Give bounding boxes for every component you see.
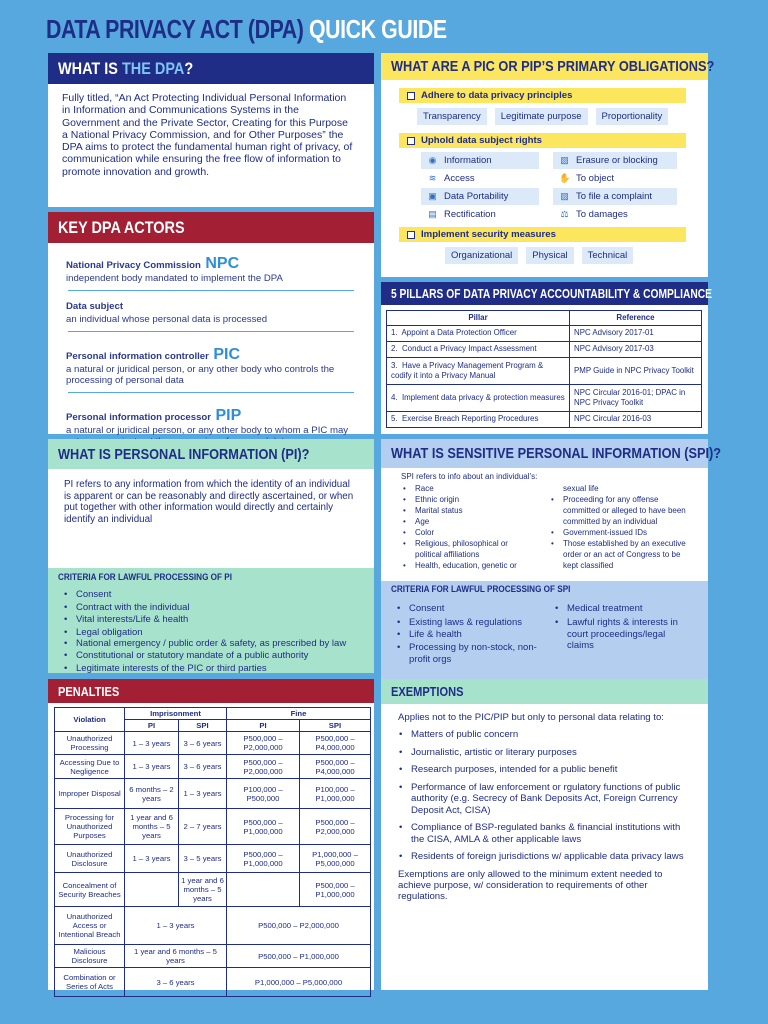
col-pi: PI: [125, 720, 179, 732]
list-item: • Color: [401, 527, 549, 538]
pi-criteria-heading: CRITERIA FOR LAWFUL PROCESSING OF PI: [58, 572, 232, 583]
tag-transparency: Transparency: [417, 108, 487, 125]
table-row: Accessing Due to Negligence 1 – 3 years 3 – 6 years P500,000 – P2,000,000 P500,000 – P4,000,000: [55, 755, 371, 779]
uphold-rights-item: Uphold data subject rights: [399, 133, 686, 148]
table-row: Processing for Unauthorized Purposes 1 year and 6 months – 5 years 2 – 7 years P500,000 – P1,000,000 P500,000 – P2,000,000: [55, 809, 371, 845]
exemptions-panel: [381, 679, 708, 990]
table-row: 5. Exercise Breach Reporting Procedures NPC Circular 2016-03: [387, 411, 702, 427]
object-icon: ✋: [559, 173, 571, 183]
list-item: • Journalistic, artistic or literary purposes: [397, 747, 692, 759]
checkbox-icon: [407, 231, 415, 239]
adhere-principles-item: Adhere to data privacy principles: [399, 88, 686, 103]
right-erasure: ▧ Erasure or blocking: [553, 152, 677, 169]
list-item: • Residents of foreign jurisdictions w/ applicable data privacy laws: [397, 851, 692, 863]
list-item: • Existing laws & regulations: [395, 617, 553, 629]
penalties-panel: [48, 679, 374, 990]
list-item: • Proceeding for any offense committed or alleged to have been committed by an individual: [549, 494, 687, 527]
actor-pic: Personal information controller PIC a natural or juridical person, or any other body who controls the processing of personal data: [66, 346, 335, 386]
list-item: • Age: [401, 516, 549, 527]
spi-intro: SPI refers to info about an individual’s:: [401, 472, 538, 481]
principles-tags: [417, 108, 708, 125]
complaint-icon: ▨: [560, 191, 569, 201]
right-rectification: ▤ Rectification: [428, 209, 496, 220]
pi-panel: [48, 439, 374, 673]
actor-npc: National Privacy Commission NPC independent body mandated to implement the DPA: [66, 255, 283, 284]
pillars-heading: 5 PILLARS OF DATA PRIVACY ACCOUNTABILITY & COMPLIANCE: [381, 282, 708, 305]
security-measures-item: Implement security measures: [399, 227, 686, 242]
list-item: • Matters of public concern: [397, 729, 692, 741]
what-is-dpa-panel: [48, 53, 374, 207]
dpa-description: Fully titled, “An Act Protecting Individual Personal Information in Information and Communications Systems in the Government and the Private Sector, Creating for this Purpose a National Privacy Commission, and for Other Purposes” the DPA aims to protect the fundamental human right of privacy, of communication while ensuring the free flow of information to promote innovation and growth.: [62, 92, 353, 178]
spi-lists: [381, 482, 708, 581]
list-item: • Consent: [395, 603, 553, 615]
col-imprisonment: Imprisonment: [125, 708, 227, 720]
actor-data-subject: Data subject an individual whose personal data is processed: [66, 301, 268, 325]
obligations-panel: [381, 53, 715, 277]
divider: [68, 290, 354, 291]
penalties-heading: PENALTIES: [48, 679, 374, 703]
pi-description: PI refers to any information from which the identity of an individual is apparent or can be reasonably and directly ascertained, or when put together with other information would directly and certainly identify an individual: [64, 479, 354, 525]
tag-organizational: Organizational: [445, 247, 518, 264]
pi-criteria: [48, 568, 374, 673]
table-row: Unauthorized Disclosure 1 – 3 years 3 – 5 years P500,000 – P1,000,000 P1,000,000 – P5,000,000: [55, 845, 371, 873]
col-pi: PI: [227, 720, 300, 732]
checkbox-icon: [407, 137, 415, 145]
key-actors-panel: [48, 212, 374, 434]
list-item: • Health, education, genetic or: [401, 560, 549, 571]
tag-technical: Technical: [582, 247, 634, 264]
exemptions-intro: Applies not to the PIC/PIP but only to personal data relating to:: [398, 712, 664, 723]
spi-continuation: sexual life: [563, 484, 599, 493]
spi-list-left: [401, 483, 549, 581]
col-spi: SPI: [179, 720, 227, 732]
table-row: Unauthorized Processing 1 – 3 years 3 – 6 years P500,000 – P2,000,000 P500,000 – P4,000,000: [55, 732, 371, 755]
spi-heading: WHAT IS SENSITIVE PERSONAL INFORMATION (SPI)?: [381, 439, 708, 468]
col-spi: SPI: [300, 720, 371, 732]
list-item: • Vital interests/Life & health: [62, 614, 354, 626]
access-icon: ≋: [428, 173, 437, 183]
page-title: DATA PRIVACY ACT (DPA) QUICK GUIDE: [46, 14, 447, 44]
list-item: • Research purposes, intended for a public benefit: [397, 764, 692, 776]
exemptions-list: [381, 724, 708, 863]
right-complaint: ▨ To file a complaint: [553, 188, 677, 205]
right-object: ✋ To object: [559, 173, 615, 184]
right-access: ≋ Access: [428, 173, 475, 184]
col-fine: Fine: [227, 708, 371, 720]
erasure-icon: ▧: [560, 155, 569, 165]
col-reference: Reference: [570, 311, 702, 326]
what-is-dpa-heading: WHAT IS THE DPA?: [48, 53, 374, 84]
table-row: Improper Disposal 6 months – 2 years 1 – 3 years P100,000 – P500,000 P100,000 – P1,000,000: [55, 779, 371, 809]
right-portability: ▣ Data Portability: [421, 188, 539, 205]
list-item: • Legal obligation: [62, 627, 354, 639]
list-item: • Medical treatment: [553, 603, 693, 615]
table-row: 4. Implement data privacy & protection measures NPC Circular 2016-01; DPAC in NPC Privacy Toolkit: [387, 384, 702, 411]
list-item: • Compliance of BSP-regulated banks & financial institutions with the CISA, AMLA & other applicable laws: [397, 822, 692, 845]
spi-list-right: [549, 494, 687, 571]
penalties-table: [54, 707, 371, 997]
list-item: • Contract with the individual: [62, 602, 354, 614]
table-row: Unauthorized Access or Intentional Breach 1 – 3 years P500,000 – P2,000,000: [55, 907, 371, 945]
key-actors-heading: KEY DPA ACTORS: [48, 212, 374, 243]
list-item: • Marital status: [401, 505, 549, 516]
spi-criteria-right: [553, 603, 693, 666]
table-row: 2. Conduct a Privacy Impact Assessment NPC Advisory 2017-03: [387, 341, 702, 357]
col-pillar: Pillar: [387, 311, 570, 326]
pi-heading: WHAT IS PERSONAL INFORMATION (PI)?: [48, 439, 374, 469]
list-item: • Lawful rights & interests in court proceedings/legal claims: [553, 617, 693, 652]
portability-icon: ▣: [428, 191, 437, 201]
info-icon: ◉: [428, 155, 437, 165]
list-item: • Race: [401, 483, 549, 494]
list-item: • Performance of law enforcement or rgulatory functions of public authority (e.g. Secrecy of Bank Deposits Act, Foreign Currency Deposit Act, CISA): [397, 782, 692, 817]
list-item: • National emergency / public order & safety, as prescribed by law: [62, 639, 354, 649]
col-violation: Violation: [55, 708, 125, 732]
tag-physical: Physical: [526, 247, 573, 264]
exemptions-note: Exemptions are only allowed to the minimum extent needed to achieve purpose, w/ consideration to requirements of other regulations.: [398, 868, 663, 902]
table-row: 3. Have a Privacy Management Program & codify it into a Privacy Manual PMP Guide in NPC Privacy Toolkit: [387, 357, 702, 384]
spi-panel: [381, 439, 722, 673]
obligations-heading: WHAT ARE A PIC OR PIP’S PRIMARY OBLIGATIONS?: [381, 53, 708, 80]
tag-legitimate-purpose: Legitimate purpose: [495, 108, 588, 125]
list-item: • Constitutional or statutory mandate of a public authority: [62, 650, 354, 662]
table-row: Combination or Series of Acts 3 – 6 years P1,000,000 – P5,000,000: [55, 968, 371, 997]
divider: [68, 331, 354, 332]
damages-icon: ⚖: [560, 209, 569, 219]
list-item: • Those established by an executive order or an act of Congress to be kept classified: [549, 538, 687, 571]
actor-pip: Personal information processor PIP a natural or juridical person, or any other body to whom a PIC may: [66, 407, 349, 436]
table-row: Malicious Disclosure 1 year and 6 months – 5 years P500,000 – P1,000,000: [55, 945, 371, 968]
right-information: ◉ Information: [421, 152, 539, 169]
tag-proportionality: Proportionality: [596, 108, 669, 125]
table-row: Concealment of Security Breaches 1 year and 6 months – 5 years P500,000 – P1,000,000: [55, 873, 371, 907]
spi-criteria: [381, 581, 708, 680]
spi-criteria-heading: CRITERIA FOR LAWFUL PROCESSING OF SPI: [391, 584, 571, 595]
list-item: • Religious, philosophical or political affiliations: [401, 538, 549, 560]
pi-criteria-list: [58, 589, 364, 675]
table-row: 1. Appoint a Data Protection Officer NPC Advisory 2017-01: [387, 325, 702, 341]
list-item: • Government-issued IDs: [549, 527, 687, 538]
exemptions-heading: EXEMPTIONS: [381, 679, 708, 704]
divider: [68, 392, 354, 393]
rectification-icon: ▤: [428, 209, 437, 219]
list-item: • Consent: [62, 589, 354, 601]
list-item: • Life & health: [395, 629, 553, 641]
security-tags: [445, 247, 708, 264]
rights-grid: [421, 152, 708, 220]
list-item: • Ethnic origin: [401, 494, 549, 505]
pillars-table: [386, 310, 702, 428]
right-damages: ⚖ To damages: [560, 209, 628, 220]
pillars-panel: [381, 282, 712, 434]
list-item: • Legitimate interests of the PIC or third parties: [62, 663, 354, 675]
checkbox-icon: [407, 92, 415, 100]
spi-criteria-left: [391, 603, 553, 666]
list-item: • Processing by non-stock, non-profit orgs: [395, 642, 553, 666]
